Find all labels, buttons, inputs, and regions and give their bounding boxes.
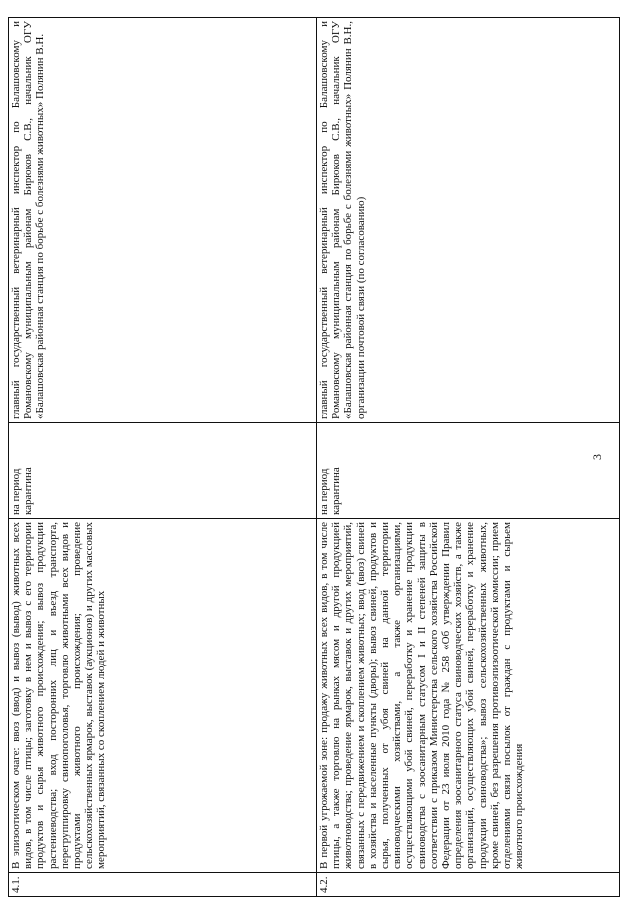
row-number: 4.1. xyxy=(9,873,317,897)
responsible-cell: главный государственный ветеринарный инспектор по Балашовскому и Романовскому муниципальным районам Бирюков С.В., начальник ОГУ «Балашовская районная станция по борьбе с болезнями животных» Полянин В.Н. xyxy=(9,18,317,423)
term-cell: на период карантина xyxy=(9,423,317,519)
term-cell: на период карантина xyxy=(317,423,620,519)
table-row xyxy=(9,18,317,897)
page-number: 3 xyxy=(590,454,604,460)
table-row xyxy=(317,18,620,897)
row-number: 4.2. xyxy=(317,873,620,897)
responsible-cell: главный государственный ветеринарный инспектор по Балашовскому и Романовскому муниципальным районам Бирюков С.В., начальник ОГУ «Балашовская районная станция по борьбе с болезнями животных» Полянин В.Н., организации почтовой связи (по согласованию) xyxy=(317,18,620,423)
restriction-text: В эпизоотическом очаге: ввоз (ввод) и вывоз (вывод) животных всех видов, в том числе птицы; заготовку в нем и вывоз с его территории продуктов и сырья животного происхождения; вывоз продукции растениеводства; вход посторонних лиц и въезд транспорта, перегруппировку свинопоголовья, торговлю животными всех видов и продуктами животного происхождения; проведение сельскохозяйственных ярмарок, выставок (аукционов) и других массовых мероприятий, связанных со скоплением людей и животных xyxy=(9,519,317,873)
restriction-text: В первой угрожаемой зоне: продажу животных всех видов, в том числе птицы, а также торговлю на рынках мясом и другой продукцией животноводства; проведение ярмарок, выставок и других мероприятий, связанных с передвижением и скоплением животных; ввод (ввоз) свиней в хозяйства и населенные пункты (дворы); вывоз свиней, продуктов и сырья, полученных от убоя свиней на данной территории свиноводческими хозяйствами, а также организациями, осуществляющими убой свиней, переработку и хранение продукции свиноводства с зоосанитарным статусом I и II степеней защиты в соответствии с приказом Министерства сельского хозяйства Российской Федерации от 23 июля 2010 года № 258 «Об утверждении Правил определения зоосанитарного статуса свиноводческих хозяйств, а также организаций, осуществляющих убой свиней, переработку и хранение продукции свиноводства»; вывоз сельскохозяйственных животных, кроме свиней, без разрешения противоэпизоотической комиссии; прием отделениями связи посылок от граждан с продуктами и сырьем животного происхождения xyxy=(317,519,620,873)
measures-table xyxy=(8,17,620,897)
